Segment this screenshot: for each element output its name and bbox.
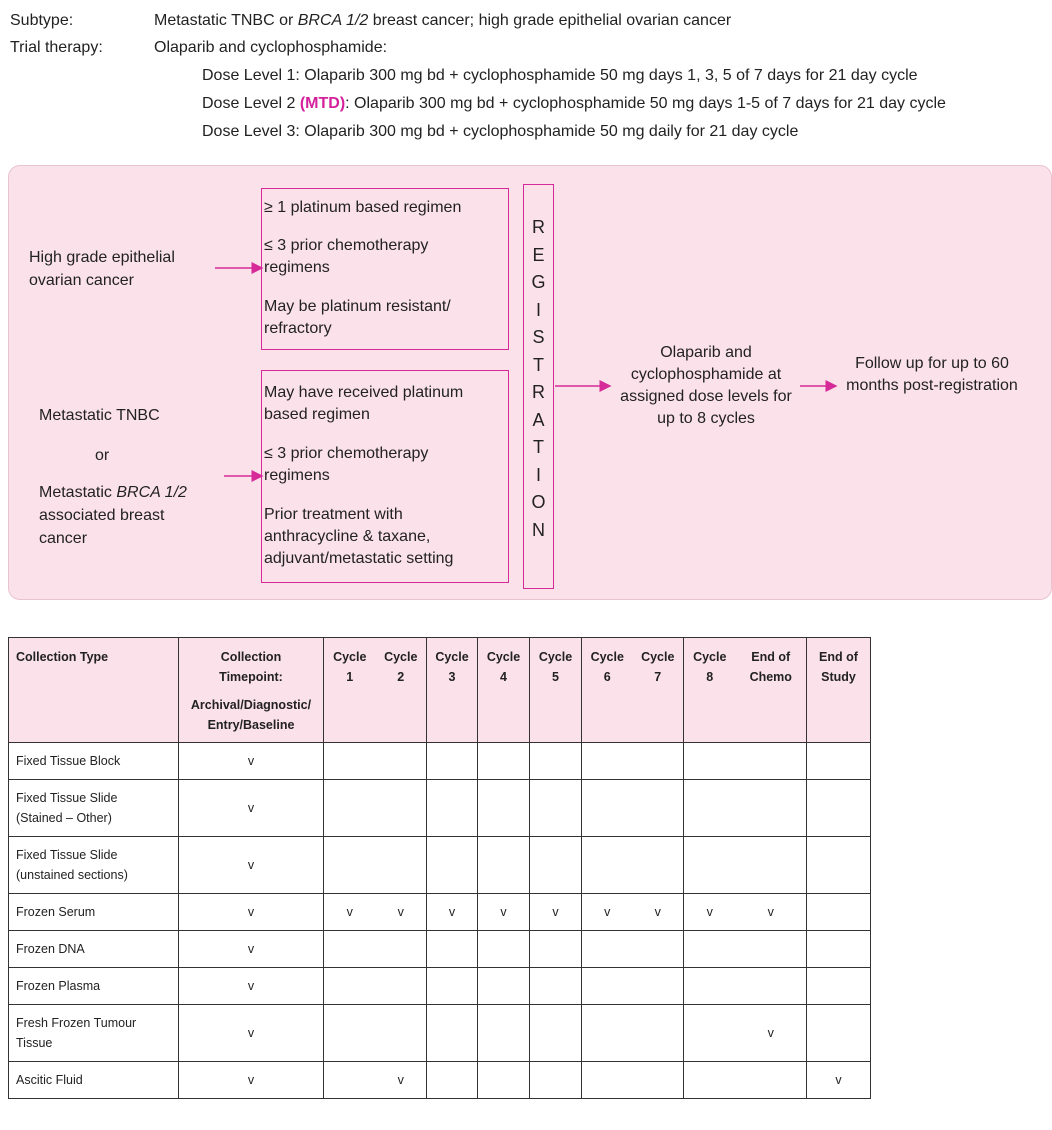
trial-therapy-value: Olaparib and cyclophosphamide: [154,39,388,56]
collection-mark [427,968,478,1005]
collection-mark [736,968,807,1005]
registration-letter: O [531,492,546,512]
collection-mark: v [684,894,736,931]
table-row [9,1062,871,1099]
collection-mark [684,1005,736,1062]
collection-mark: v [633,894,684,931]
table-row [9,1005,871,1062]
registration-letter: G [531,272,546,292]
collection-mark [376,931,427,968]
header-cycle-7: Cycle 7 [633,638,684,743]
collection-mark: v [530,894,582,931]
collection-mark [324,743,376,780]
collection-mark [478,931,530,968]
registration-letter: A [532,409,545,430]
registration-letter: I [535,299,541,320]
collection-mark [684,1062,736,1099]
row-collection-type: Fresh Frozen Tumour Tissue [9,1005,179,1062]
collection-mark [633,968,684,1005]
collection-mark [633,837,684,894]
collection-mark [582,1005,633,1062]
collection-mark [478,780,530,837]
collection-mark [478,1062,530,1099]
collection-mark [736,837,807,894]
collection-mark [376,968,427,1005]
collection-mark [633,1005,684,1062]
table-row [9,743,871,780]
collection-mark [376,837,427,894]
registration-letter: R [532,217,545,237]
collection-mark [376,1005,427,1062]
collection-mark [582,743,633,780]
collection-mark [736,931,807,968]
collection-mark [427,743,478,780]
header-collection-type: Collection Type [9,638,179,743]
collection-mark [736,743,807,780]
collection-mark [478,837,530,894]
collection-mark [736,780,807,837]
header-cycle-1: Cycle 1 [324,638,376,743]
collection-mark [582,780,633,837]
collection-mark [376,780,427,837]
collection-mark [684,743,736,780]
collection-mark [633,743,684,780]
collection-mark: v [179,837,324,894]
collection-mark [530,780,582,837]
collection-mark [376,743,427,780]
registration-box [523,184,554,589]
ovarian-cohort-label: High grade epithelial ovarian cancer [29,249,175,289]
collection-mark: v [179,968,324,1005]
collection-mark [684,780,736,837]
header-collection-timepoint: Collection Timepoint: Archival/Diagnostic/ Entry/Baseline [179,638,324,743]
collection-mark [427,1005,478,1062]
collection-mark: v [582,894,633,931]
dose-level-2: Dose Level 2 (MTD): Olaparib 300 mg bd + cyclophosphamide 50 mg days 1-5 of 7 days for 21 day cycle [202,95,946,112]
collection-mark [582,968,633,1005]
breast-eligibility-box: May have received platinum based regimen ≤ 3 prior chemotherapy regimens Prior treatment with anthracycline & taxane, adjuvant/metastatic setting [261,370,509,583]
collection-mark [807,837,871,894]
collection-mark: v [376,1062,427,1099]
followup-text: Follow up for up to 60 months post-registration [846,355,1018,394]
collection-mark [807,780,871,837]
subtype-label: Subtype: [10,12,74,29]
collection-mark [530,743,582,780]
collection-mark [324,968,376,1005]
collection-mark [478,743,530,780]
collection-mark [807,894,871,931]
collection-mark [427,1062,478,1099]
collection-mark: v [427,894,478,931]
table-header-row [9,638,871,743]
header-cycle-4: Cycle 4 [478,638,530,743]
collection-mark: v [179,1062,324,1099]
row-collection-type: Fixed Tissue Slide (Stained – Other) [9,780,179,837]
collection-mark [427,837,478,894]
row-collection-type: Ascitic Fluid [9,1062,179,1099]
header-end-of-study: End of Study [807,638,871,743]
registration-letter: E [532,244,545,265]
collection-mark [582,1062,633,1099]
collection-mark [807,968,871,1005]
collection-mark: v [179,1005,324,1062]
table-row [9,780,871,837]
row-collection-type: Frozen Plasma [9,968,179,1005]
breast-cohort-or: or [95,447,110,464]
trial-therapy-label: Trial therapy: [10,39,103,56]
collection-mark: v [736,1005,807,1062]
header-cycle-8: Cycle 8 [684,638,736,743]
subtype-value: Metastatic TNBC or BRCA 1/2 breast cancer; high grade epithelial ovarian cancer [154,12,732,29]
collection-mark [807,743,871,780]
collection-mark: v [376,894,427,931]
collection-mark [633,1062,684,1099]
collection-mark: v [324,894,376,931]
collection-mark [324,1005,376,1062]
sample-collection-table [8,637,871,1099]
mtd-badge: (MTD) [299,95,346,112]
dose-level-1: Dose Level 1: Olaparib 300 mg bd + cyclophosphamide 50 mg days 1, 3, 5 of 7 days for 21 day cycle [202,67,918,84]
header-cycle-6: Cycle 6 [582,638,633,743]
collection-mark [427,780,478,837]
collection-mark [324,837,376,894]
header-cycle-3: Cycle 3 [427,638,478,743]
collection-mark: v [478,894,530,931]
dose-level-3: Dose Level 3: Olaparib 300 mg bd + cyclophosphamide 50 mg daily for 21 day cycle [202,123,799,140]
collection-mark: v [807,1062,871,1099]
ovarian-eligibility-box: ≥ 1 platinum based regimen ≤ 3 prior chemotherapy regimens May be platinum resistant/ refractory [261,188,509,350]
collection-mark [530,1062,582,1099]
table-row [9,968,871,1005]
table-row [9,894,871,931]
collection-mark [324,931,376,968]
collection-mark [478,1005,530,1062]
collection-mark [478,968,530,1005]
collection-mark [530,837,582,894]
collection-mark: v [179,743,324,780]
header-end-of-chemo: End of Chemo [736,638,807,743]
collection-mark [324,780,376,837]
collection-mark [582,931,633,968]
collection-mark [530,931,582,968]
collection-mark [684,837,736,894]
table-row [9,837,871,894]
collection-mark [684,931,736,968]
header-cycle-2: Cycle 2 [376,638,427,743]
collection-mark [427,931,478,968]
collection-mark [684,968,736,1005]
collection-mark [807,931,871,968]
collection-mark [324,1062,376,1099]
breast-cohort-label-1: Metastatic TNBC [39,407,160,424]
registration-letter: N [532,519,545,540]
row-collection-type: Fixed Tissue Block [9,743,179,780]
registration-letter: R [532,382,545,402]
collection-mark [633,931,684,968]
registration-letter: T [533,437,544,457]
collection-mark [530,968,582,1005]
registration-letter: T [533,354,544,375]
breast-cohort-label-2: Metastatic BRCA 1/2 associated breast cancer [39,484,187,547]
collection-mark [530,1005,582,1062]
collection-mark: v [736,894,807,931]
row-collection-type: Fixed Tissue Slide (unstained sections) [9,837,179,894]
treatment-text: Olaparib and cyclophosphamide at assigned dose levels for up to 8 cycles [620,344,792,427]
header-cycle-5: Cycle 5 [530,638,582,743]
collection-mark [582,837,633,894]
collection-mark [633,780,684,837]
table-row [9,931,871,968]
collection-mark: v [179,931,324,968]
row-collection-type: Frozen DNA [9,931,179,968]
registration-letter: S [532,327,545,347]
collection-mark: v [179,780,324,837]
registration-letter: I [535,464,541,485]
collection-mark [736,1062,807,1099]
collection-mark: v [179,894,324,931]
collection-mark [807,1005,871,1062]
row-collection-type: Frozen Serum [9,894,179,931]
